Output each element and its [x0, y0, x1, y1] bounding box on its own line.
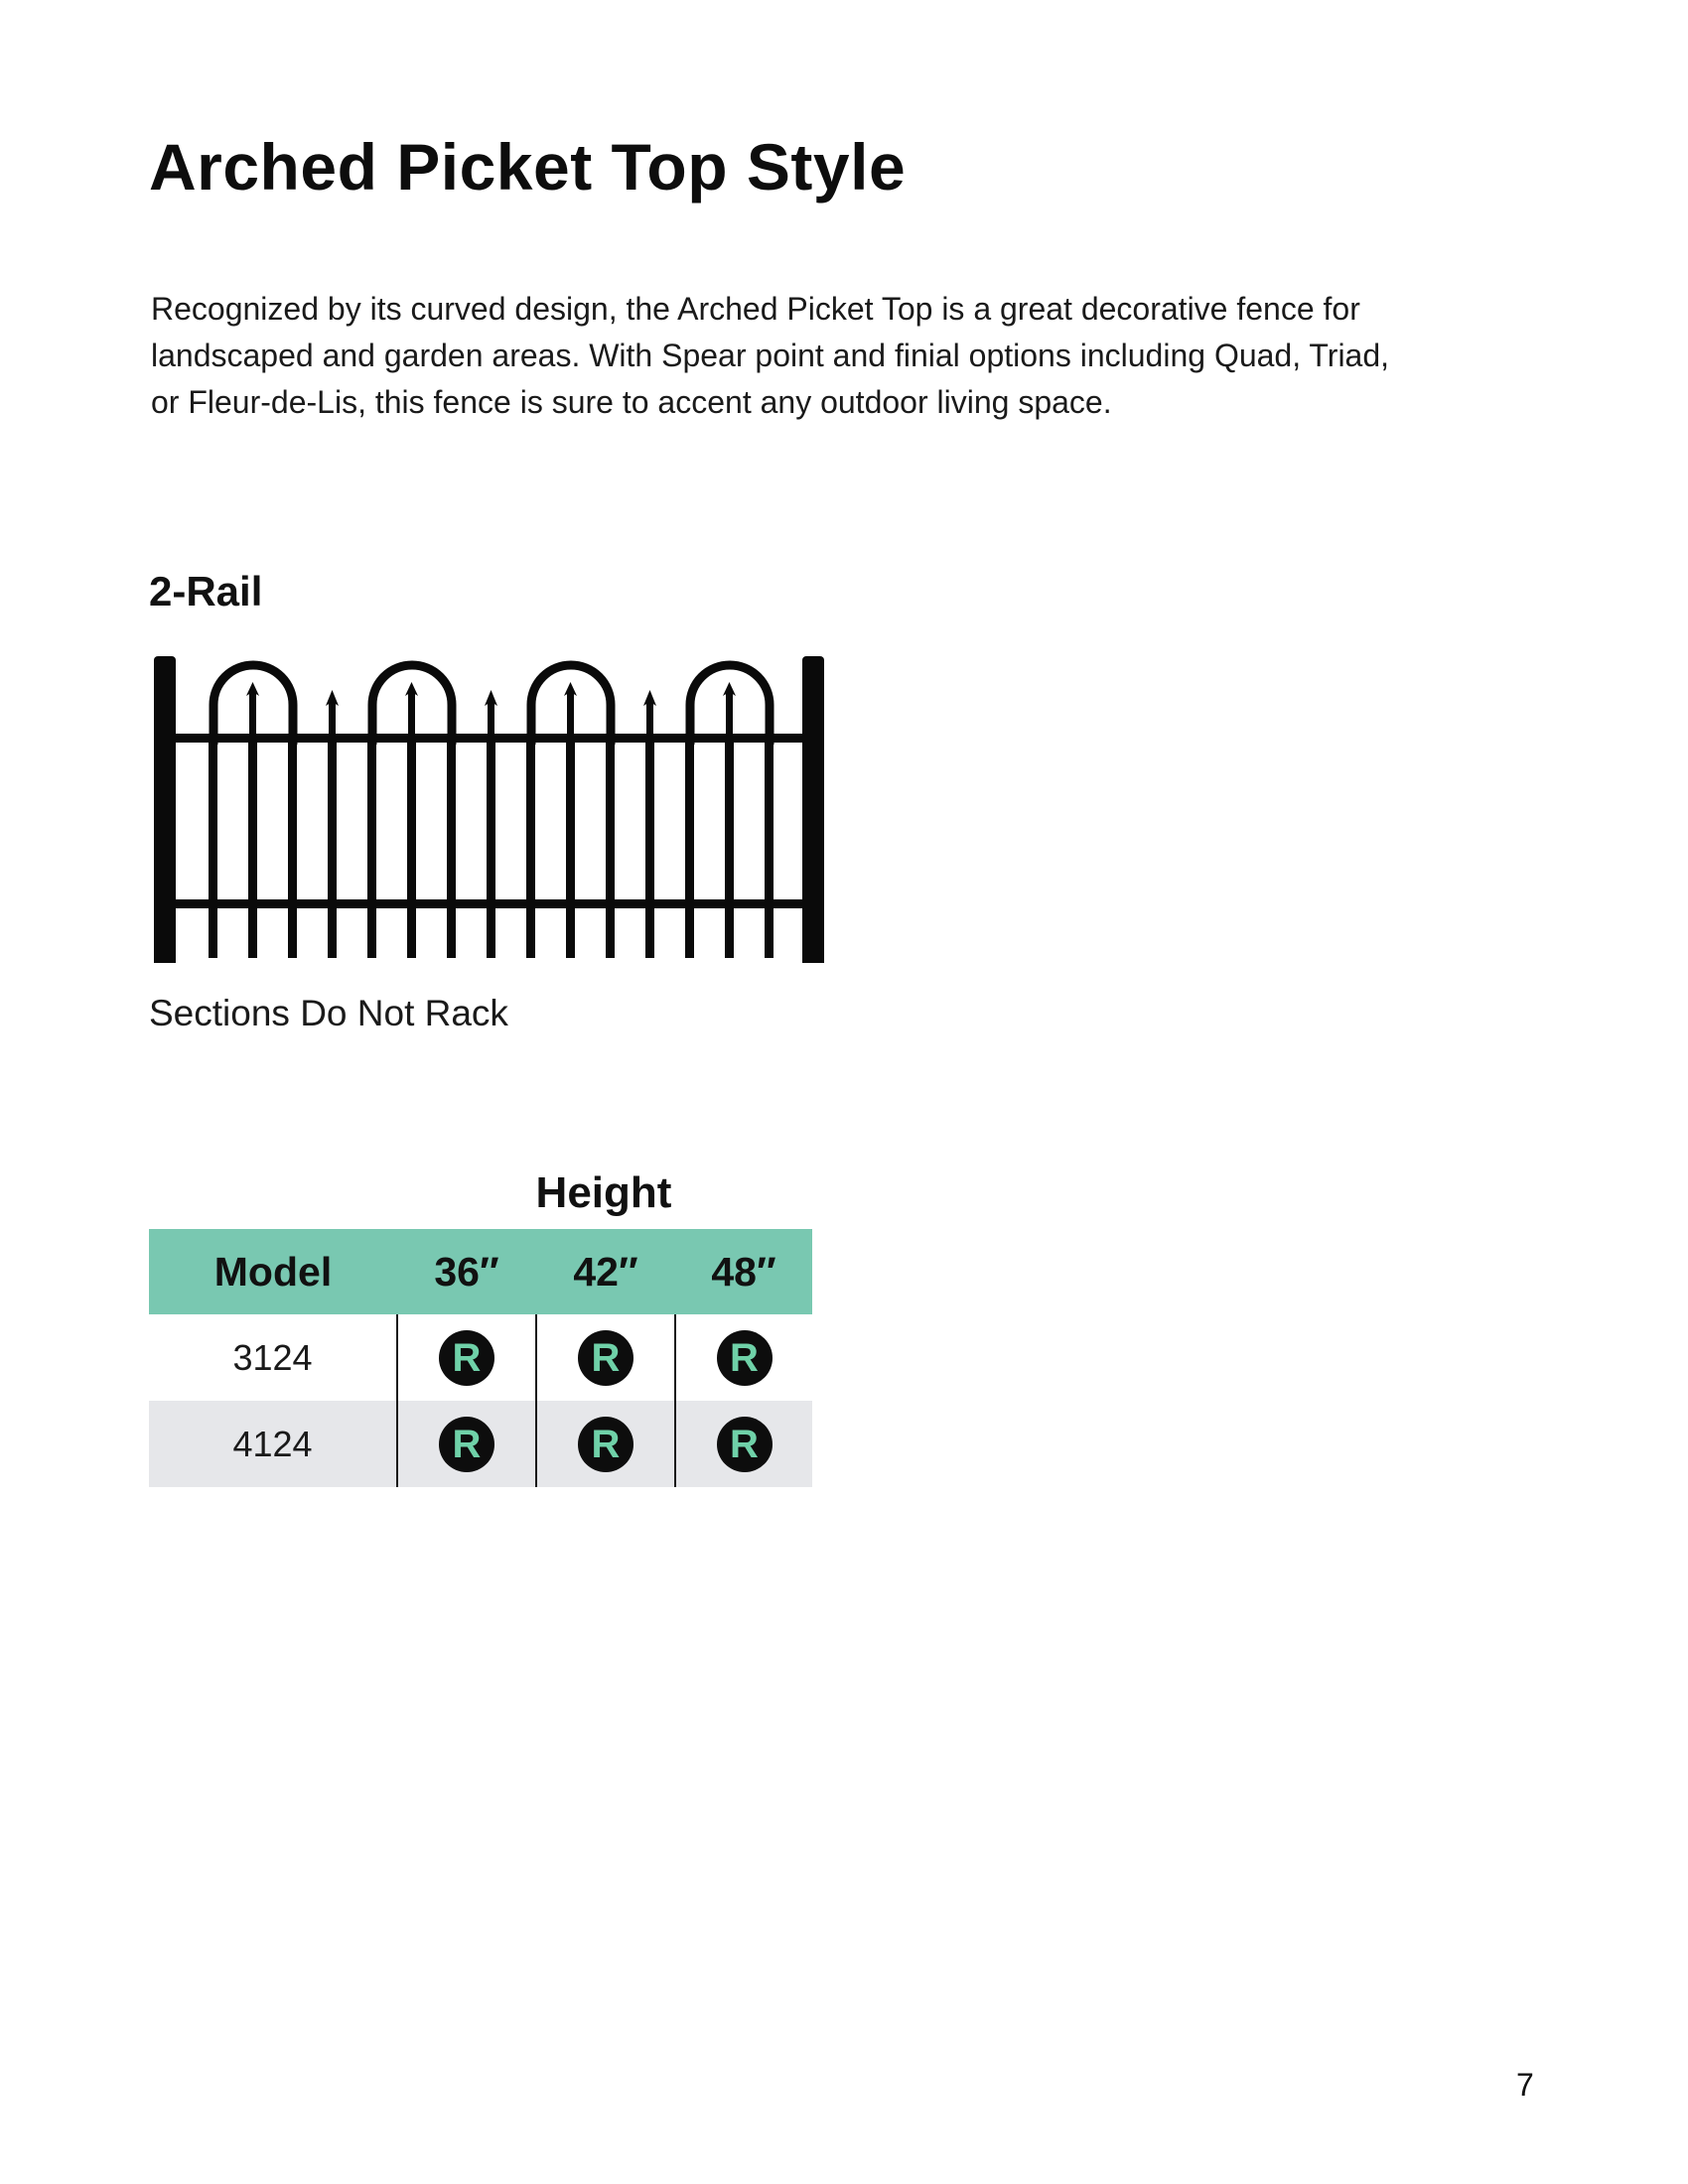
mark-cell: [397, 1314, 536, 1401]
r-badge-icon: R: [578, 1330, 633, 1386]
r-badge-icon: R: [439, 1417, 494, 1472]
column-header-42: 42″: [536, 1229, 675, 1314]
intro-paragraph: Recognized by its curved design, the Arched Picket Top is a great decorative fence for landscaped and garden areas. With Spear point and finial options including Quad, Triad, or Fleur-de-Lis, this fence is sure to accent any outdoor living space.: [151, 291, 1390, 420]
column-header-model: Model: [149, 1229, 397, 1314]
section-title-2-rail: 2-Rail: [149, 568, 263, 614]
r-badge-icon: R: [717, 1417, 773, 1472]
height-label: Height: [535, 1168, 672, 1217]
r-badge-icon: R: [578, 1417, 633, 1472]
mark-cell: [397, 1401, 536, 1487]
model-cell: 4124: [149, 1401, 397, 1487]
mark-cell: [675, 1401, 812, 1487]
column-header-36: 36″: [397, 1229, 536, 1314]
page-number: 7: [1516, 2067, 1534, 2103]
arched-picket-fence-icon: [149, 650, 824, 968]
model-height-table: [149, 1229, 812, 1487]
right-post-icon: [802, 660, 824, 963]
mark-cell: [536, 1401, 675, 1487]
table-row: [149, 1314, 812, 1401]
table-header-row: [149, 1229, 812, 1314]
mark-cell: [675, 1314, 812, 1401]
column-header-48: 48″: [675, 1229, 812, 1314]
page-title: Arched Picket Top Style: [149, 130, 907, 204]
r-badge-icon: R: [439, 1330, 494, 1386]
table-row: [149, 1401, 812, 1487]
r-badge-icon: R: [717, 1330, 773, 1386]
mark-cell: [536, 1314, 675, 1401]
left-post-icon: [154, 660, 176, 963]
model-cell: 3124: [232, 1336, 313, 1378]
fence-caption: Sections Do Not Rack: [149, 993, 508, 1033]
